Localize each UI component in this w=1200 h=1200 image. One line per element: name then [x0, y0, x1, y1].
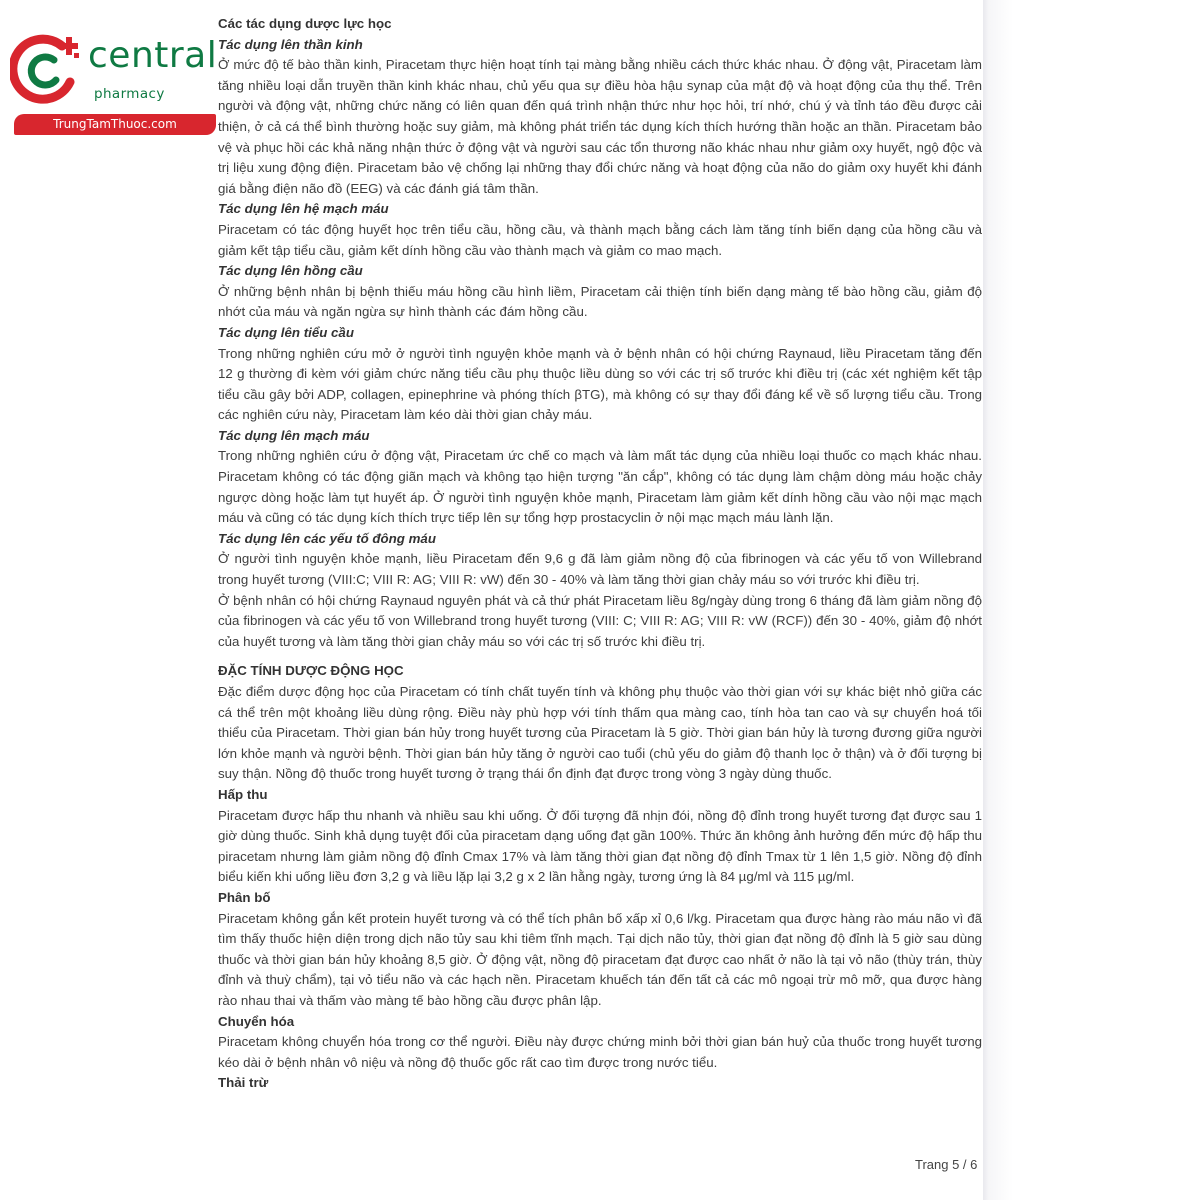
page-number: Trang 5 / 6: [915, 1157, 978, 1172]
coagulation-effect-text-2: Ở bệnh nhân có hội chứng Raynaud nguyên phát và cả thứ phát Piracetam liều 8g/ngày dùng trong 6 tháng đã làm giảm nồng độ của fibrinogen và các yếu tố von Willebrand trong huyết tương (VIII: C; VIII R: AG; VIII R: vW (RCF)) đến 30 - 40%, giảm độ nhớt của huyết tương và làm tăng thời gian chảy máu so với các trị số trước khi điều trị.: [218, 592, 982, 649]
pharmacokinetics-text: Đặc điểm dược động học của Piracetam có tính chất tuyến tính và không phụ thuộc vào thời gian với sự khác biệt nhỏ giữa các cá thể trên một khoảng liều dùng rộng. Điều này phù hợp với tính thấm qua màng cao, tính hòa tan cao và sự chuyển hoá tối thiểu của Piracetam. Thời gian bán hủy trong huyết tương của Piracetam là 5 giờ. Thời gian bán hủy là tương đương giữa người lớn khỏe mạnh và người bệnh. Thời gian bán hủy tăng ở người cao tuổi (chủ yếu do giảm độ thanh lọc ở thận) và ở đối tượng bị suy thận. Nồng độ thuốc trong huyết tương ở trạng thái ổn định đạt được trong vòng 3 ngày dùng thuốc.: [218, 684, 982, 782]
coagulation-effect-text-1: Ở người tình nguyện khỏe mạnh, liều Piracetam đến 9,6 g đã làm giảm nồng độ của fibrinogen và các yếu tố von Willebrand trong huyết tương (VIII:C; VIII R: AG; VIII R: vW) đến 30 - 40% và làm tăng thời gian chảy máu so với trước khi điều trị.: [218, 551, 982, 588]
platelet-effect-text: Trong những nghiên cứu mở ở người tình nguyện khỏe mạnh và ở bệnh nhân có hội chứng Raynaud, liều Piracetam tăng đến 12 g thường đi kèm với giảm chức năng tiểu cầu phụ thuộc liều dùng so với các trị số trước khi điều trị (các xét nghiệm kết tập tiểu cầu gây bởi ADP, collagen, epinephrine và phóng thích βTG), mà không có sự thay đổi đáng kể về số lượng tiểu cầu. Trong các nghiên cứu này, Piracetam làm kéo dài thời gian chảy máu.: [218, 345, 982, 423]
section-pharmacodynamics-title: Các tác dụng dược lực học: [218, 16, 392, 31]
erythrocyte-effect-text: Ở những bệnh nhân bị bệnh thiếu máu hồng cầu hình liềm, Piracetam cải thiện tính biến dạng màng tế bào hồng cầu, giảm độ nhớt của máu và ngăn ngừa sự hình thành các đám hồng cầu.: [218, 283, 982, 320]
section-pharmacokinetics-title: ĐẶC TÍNH DƯỢC ĐỘNG HỌC: [218, 663, 404, 679]
excretion-title: Thải trừ: [218, 1075, 269, 1091]
metabolism-text: Piracetam không chuyển hóa trong cơ thể người. Điều này được chứng minh bởi thời gian bán huỷ của thuốc trong huyết tương kéo dài ở bệnh nhân vô niệu và nồng độ thuốc gốc rất cao tìm được trong nước tiểu.: [218, 1034, 982, 1070]
erythrocyte-effect-title: Tác dụng lên hồng cầu: [218, 263, 363, 279]
metabolism-title: Chuyển hóa: [218, 1013, 295, 1029]
brand-name: central: [88, 35, 218, 76]
brand-logo: [10, 34, 218, 134]
vascular-effect-text: Piracetam có tác động huyết học trên tiểu cầu, hồng cầu, và thành mạch bằng cách làm tăng tính biến dạng của hồng cầu và giảm kết tập tiểu cầu, giảm kết dính hồng cầu vào thành mạch và giảm co mao mạch.: [218, 221, 982, 258]
document-body: [218, 14, 982, 1094]
nervous-effect-title: Tác dụng lên thần kinh: [218, 36, 363, 52]
distribution-title: Phân bố: [218, 889, 271, 905]
central-pharmacy-emblem-icon: [10, 34, 90, 108]
nervous-effect-text: Ở mức độ tế bào thần kinh, Piracetam thực hiện hoạt tính tại màng bằng nhiều cách thức khác nhau. Ở động vật, Piracetam làm tăng nhiều loại dẫn truyền thần kinh khác nhau, chủ yếu qua sự điều hòa hậu synap của mật độ và hoạt động của thụ thể. Trên người và động vật, những chức năng có liên quan đến quá trình nhận thức như học hỏi, trí nhớ, chú ý và tỉnh táo đều được cải thiện, ở cả cá thể bình thường hoặc suy giảm, mà không phát triển tác dụng kích thích hướng thần hoặc an thần. Piracetam bảo vệ và phục hồi các khả năng nhận thức ở động vật và người sau các tổn thương não khác nhau như giảm oxy huyết, ngộ độc và trị liệu xung động điện. Piracetam bảo vệ chống lại những thay đổi chức năng và hoạt động của não do giảm oxy huyết khi đánh giá bằng điện não đồ (EEG) và các đánh giá tâm thần.: [218, 57, 982, 196]
page-edge-shadow: [983, 0, 1200, 1200]
distribution-text: Piracetam không gắn kết protein huyết tương và có thể tích phân bố xấp xỉ 0,6 l/kg. Piracetam qua được hàng rào máu não vì đã tìm thấy thuốc hiện diện trong dịch não tủy sau khi tiêm tĩnh mạch. Tại dịch não tủy, thời gian đạt nồng độ đỉnh là 5 giờ sau dùng thuốc và thời gian bán hủy khoảng 8,5 giờ. Ở động vật, nồng độ piracetam đạt được cao nhất ở não là tại vỏ não (thùy trán, thùy đỉnh và thuỳ chẩm), tại vỏ tiểu não và các hạch nền. Piracetam khuếch tán đến tất cả các mô ngoại trừ mô mỡ, qua được hàng rào nhau thai và thấm vào màng tế bào hồng cầu được phân lập.: [218, 910, 982, 1008]
blood-vessel-effect-title: Tác dụng lên mạch máu: [218, 427, 370, 443]
blood-vessel-effect-text: Trong những nghiên cứu ở động vật, Piracetam ức chế co mạch và làm mất tác dụng của nhiều loại thuốc co mạch khác nhau. Piracetam không có tác động giãn mạch và không tạo hiện tượng "ăn cắp", không có tác dụng làm chậm dòng máu hoặc chảy ngược dòng hoặc làm tụt huyết áp. Ở người tình nguyện khỏe mạnh, Piracetam làm giảm kết dính hồng cầu vào nội mạc mạch máu và cũng có tác dụng kích thích trực tiếp lên sự tổng hợp prostacyclin ở nội mạc mạch máu lành lặn.: [218, 448, 982, 526]
brand-website: TrungTamThuoc.com: [14, 114, 216, 135]
vascular-effect-title: Tác dụng lên hệ mạch máu: [218, 201, 389, 217]
absorption-title: Hấp thu: [218, 786, 268, 802]
platelet-effect-title: Tác dụng lên tiểu cầu: [218, 324, 354, 340]
brand-tagline: pharmacy: [94, 86, 165, 102]
absorption-text: Piracetam được hấp thu nhanh và nhiều sau khi uống. Ở đối tượng đã nhịn đói, nồng độ đỉnh trong huyết tương đạt được sau 1 giờ dùng thuốc. Sinh khả dụng tuyệt đối của piracetam dạng uống đạt gần 100%. Thức ăn không ảnh hưởng đến mức độ hấp thu piracetam nhưng làm giảm nồng độ đỉnh Cmax 17% và làm tăng thời gian đạt nồng độ đỉnh Tmax từ 1 lên 1,5 giờ. Nồng độ đỉnh biểu kiến khi uống liều đơn 3,2 g và liều lặp lại 3,2 g x 2 lần hằng ngày, tương ứng là 84 µg/ml và 115 µg/ml.: [218, 807, 982, 885]
coagulation-effect-title: Tác dụng lên các yếu tố đông máu: [218, 530, 436, 546]
